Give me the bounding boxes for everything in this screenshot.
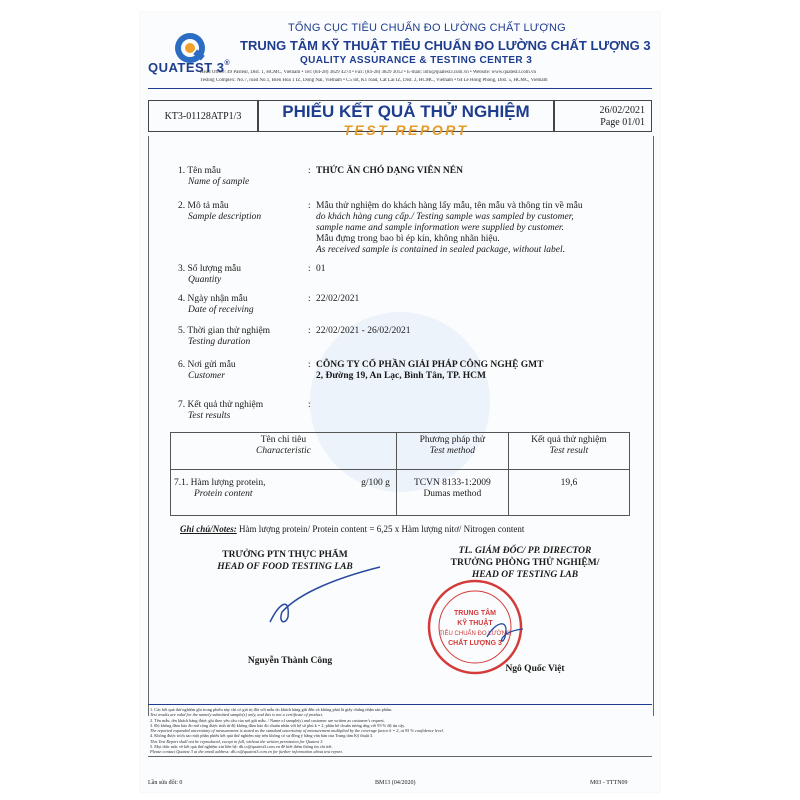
note-text: Hàm lượng protein/ Protein content = 6,25 x Hàm lượng nitơ/ Nitrogen content	[239, 524, 525, 534]
cell-unit: g/100 g	[361, 478, 390, 489]
cell-test-method: TCVN 8133-1:2009 Dumas method	[396, 470, 508, 516]
results-table	[170, 432, 630, 516]
left-signer-name: Nguyễn Thành Công	[247, 656, 333, 666]
official-stamp-icon	[425, 577, 525, 677]
field-customer-label: 6. Nơi gửi mẫu Customer	[178, 360, 236, 381]
report-date: 26/02/2021	[599, 105, 645, 116]
field-colon: :	[308, 201, 311, 211]
svg-text:TIÊU CHUẨN ĐO LƯỜNG: TIÊU CHUẨN ĐO LƯỜNG	[439, 631, 511, 637]
header-characteristic: Tên chỉ tiêu Characteristic	[171, 433, 397, 470]
report-date-page	[554, 100, 652, 132]
title-bar	[148, 100, 652, 138]
cell-characteristic: 7.1. Hàm lượng protein, Protein content g/100 g	[171, 470, 397, 516]
field-date-receiving-value: 22/02/2021	[316, 294, 360, 304]
head-office-address: Head Office: 49 Pasteur, Dist. 1, HCMC, Vietnam • Tel: (84-28) 3829 4274 • Fax: (84-28) 3829 3012 • E-mail: info@quatest3.com.vn • Website: www.quatest3.com.vn	[200, 70, 537, 75]
field-colon: :	[308, 166, 311, 176]
form-code: BM13 (04/2020)	[375, 780, 416, 786]
note-line	[180, 524, 524, 534]
center-name-en: QUALITY ASSURANCE & TESTING CENTER 3	[300, 55, 533, 66]
table-row	[171, 470, 630, 516]
right-signature-title: TL. GIÁM ĐỐC/ PP. DIRECTOR TRƯỞNG PHÒNG THỬ NGHIỆM/ HEAD OF TESTING LAB	[450, 546, 600, 580]
field-sample-description-label: 2. Mô tả mẫu Sample description	[178, 201, 262, 222]
field-quantity-label: 3. Số lượng mẫu Quantity	[178, 264, 241, 285]
field-date-receiving-label: 4. Ngày nhận mẫu Date of receiving	[178, 294, 254, 315]
report-code: KT3-01128ATP1/3	[148, 100, 258, 132]
field-colon: :	[308, 326, 311, 336]
testing-complex-address: Testing Complex: No.7, road No.1, Bien Hoa 1 IZ, Dong Nai, Vietnam • C5 lot, K1 road, Cat Lai IZ, Dist. 2, HCMC, Vietnam • 64 Le Hong Phong, Dist. 5, HCMC, Vietnam	[200, 78, 548, 83]
footer-bottom-line	[148, 756, 652, 757]
header-test-method: Phương pháp thử Test method	[396, 433, 508, 470]
field-colon: :	[308, 400, 311, 410]
field-colon: :	[308, 360, 311, 370]
footer-notes: 1. Các kết quả thử nghiệm ghi trong phiếu này chỉ có giá trị đối với mẫu do khách hàng gửi đến và không phải là giấy chứng nhận sản phẩm. Test results are valid for the namely submitted sample(s) only, and this is not a certificate of product. 2. Tên mẫu, tên khách hàng được ghi theo yêu cầu của nơi gửi mẫu. / Name of sample(s) and customer are written as customer's request. 3. Độ không đảm bảo đo mở rộng được tính từ độ không đảm bảo đo chuẩn nhân với hệ số phủ k = 2, phân bố chuẩn tương ứng với 95 % độ tin cậy. The reported expanded uncertainty of measurement is stated as the standard uncertainty of measurement multiplied by the coverage factor k = 2, at 95 % confidence level. 4. Không được trích sao một phần phiếu kết quả thử nghiệm này nếu không có sự đồng ý bằng văn bản của Trung tâm Kỹ thuật 3. This Test Report shall not be reproduced, except in full, without the written permission for Quatest 3. 5. Mọi thắc mắc về kết quả thử nghiệm xin liên hệ: dh.cs@quatest3.com.vn để biết thêm thông tin chi tiết. Please contact Quatest 3 at the email address: dh.cs@quatest3.com.vn for further information about test report.	[150, 707, 444, 755]
right-form-code: M03 - TTTN09	[590, 780, 628, 786]
header-test-result: Kết quả thử nghiệm Test result	[508, 433, 629, 470]
test-report-sheet	[140, 12, 660, 792]
field-name-of-sample-label: 1. Tên mẫu Name of sample	[178, 166, 250, 187]
field-testing-duration-label: 5. Thời gian thử nghiệm Testing duration	[178, 326, 271, 347]
table-header-row	[171, 433, 630, 470]
field-name-of-sample-value: THỨC ĂN CHÓ DẠNG VIÊN NÉN	[316, 166, 463, 176]
field-colon: :	[308, 294, 311, 304]
report-title	[258, 100, 554, 138]
left-signature-icon	[260, 562, 390, 632]
field-sample-description-value: Mẫu thử nghiệm do khách hàng lấy mẫu, tên mẫu và thông tin về mẫu do khách hàng cung cấp./ Testing sample was sampled by customer, sample name and sample information were supplied by customer. Mẫu đựng trong bao bì ép kín, không nhãn hiệu. As received sample is contained in sealed package, without label.	[316, 201, 583, 255]
svg-text:TRUNG TÂM: TRUNG TÂM	[454, 610, 496, 617]
field-testing-duration-value: 22/02/2021 - 26/02/2021	[316, 326, 411, 336]
report-title-vi: PHIẾU KẾT QUẢ THỬ NGHIỆM	[282, 102, 530, 121]
report-title-en: TEST REPORT	[343, 122, 469, 138]
right-signer-name: Ngô Quốc Việt	[505, 664, 565, 674]
svg-text:KỸ THUẬT: KỸ THUẬT	[457, 620, 493, 627]
revision-label: Lần sửa đổi: 0	[148, 780, 183, 786]
field-quantity-value: 01	[316, 264, 326, 274]
svg-text:CHẤT LƯỢNG 3: CHẤT LƯỢNG 3	[448, 640, 502, 647]
left-signature-title: TRƯỞNG PTN THỰC PHẨM HEAD OF FOOD TESTING LAB	[217, 550, 353, 572]
report-page: Page 01/01	[600, 117, 645, 128]
agency-name: TỔNG CỤC TIÊU CHUẨN ĐO LƯỜNG CHẤT LƯỢNG	[288, 22, 566, 34]
note-label: Ghi chú/Notes:	[180, 524, 237, 534]
field-test-results-label: 7. Kết quả thử nghiệm Test results	[178, 400, 264, 421]
logo-text: QUATEST 3®	[148, 60, 231, 75]
center-name-vi: TRUNG TÂM KỸ THUẬT TIÊU CHUẨN ĐO LƯỜNG CHẤT LƯỢNG 3	[240, 38, 651, 53]
header-divider	[148, 88, 652, 89]
field-colon: :	[308, 264, 311, 274]
field-customer-value: CÔNG TY CỔ PHẦN GIẢI PHÁP CÔNG NGHỆ GMT 2, Đường 19, An Lạc, Bình Tân, TP. HCM	[316, 360, 544, 381]
cell-test-result: 19,6	[508, 470, 629, 516]
footer-divider	[148, 704, 652, 705]
